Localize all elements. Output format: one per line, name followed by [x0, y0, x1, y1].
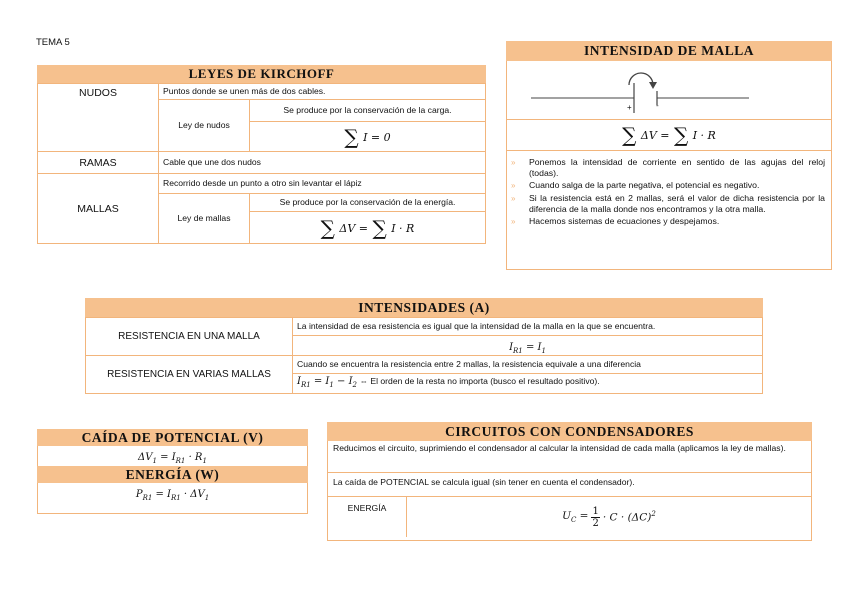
list-item: » Hacemos sistemas de ecuaciones y despejamos. — [511, 216, 720, 227]
sum-symbol: ∑ — [673, 123, 689, 147]
varias-mallas-note: ⇔ El orden de la resta no importa (busco el resultado positivo). — [359, 376, 600, 386]
energia-equation: $P_{R1} = I_{R1} \cdot \Delta V_1$ — [135, 489, 210, 502]
intensidades-section — [85, 298, 763, 394]
battery-circuit-icon — [507, 61, 831, 119]
condensadores-energia-row — [328, 497, 811, 537]
una-malla-equation: $I_{R1} = I_1$ — [293, 336, 763, 356]
arrow-bullet-icon: » — [511, 193, 516, 203]
condensadores-p2: La caída de POTENCIAL se calcula igual (sin tener en cuenta el condensador). — [328, 473, 811, 497]
nudos-conservation: Se produce por la conservación de la carga. — [250, 100, 486, 122]
intensidades-title: INTENSIDADES (A) — [85, 298, 763, 317]
kirchoff-section — [37, 65, 486, 244]
varias-mallas-equation: $I_{R1} = I_1 - I_2$ ⇔ El orden de la resta no importa (busco el resultado positivo). — [293, 374, 763, 394]
mallas-label: MALLAS — [38, 174, 159, 244]
nudos-label: NUDOS — [38, 84, 159, 152]
ley-mallas-label: Ley de mallas — [159, 194, 250, 244]
tema-label: TEMA 5 — [36, 37, 70, 48]
una-malla-desc: La intensidad de esa resistencia es igual que la intensidad de la malla en la que se encuentra. — [293, 318, 763, 336]
varias-mallas-label: RESISTENCIA EN VARIAS MALLAS — [86, 356, 293, 394]
condensadores-energia-equation: $U_C$ = $\frac{1}{2}$ · $C \cdot (\Delta C)^2$ — [562, 505, 656, 529]
energia-title: ENERGÍA (W) — [37, 466, 308, 483]
malla-title: INTENSIDAD DE MALLA — [506, 41, 832, 61]
condensadores-section — [327, 422, 812, 541]
sum-symbol: ∑ — [320, 215, 335, 240]
ramas-label: RAMAS — [38, 152, 159, 174]
caida-equation: $\Delta V_1 = I_{R1} \cdot R_1$ — [138, 452, 207, 465]
ley-nudos-label: Ley de nudos — [159, 100, 250, 152]
caida-title: CAÍDA DE POTENCIAL (V) — [37, 429, 308, 446]
malla-bullet-list — [507, 157, 825, 227]
malla-section — [506, 41, 832, 270]
arrow-bullet-icon: » — [511, 181, 516, 191]
circuit-diagram — [507, 61, 831, 120]
sum-symbol: ∑ — [372, 215, 387, 240]
plus-sign: + — [627, 103, 632, 112]
caida-energia-section — [37, 429, 308, 514]
mallas-def: Recorrido desde un punto a otro sin levantar el lápiz — [159, 174, 486, 194]
list-item: » Cuando salga de la parte negativa, el potencial es negativo. — [511, 180, 760, 191]
list-item: » Si la resistencia está en 2 mallas, será el valor de dicha resistencia por la diferencia de la malla donde nos encontramos y la otra malla. — [511, 192, 825, 214]
condensadores-title: CIRCUITOS CON CONDENSADORES — [327, 422, 812, 441]
condensadores-energia-label: ENERGÍA — [328, 497, 407, 537]
condensadores-p1: Reducimos el circuito, suprimiendo el condensador al calcular la intensidad de cada malla (aplicamos la ley de mallas). — [328, 441, 811, 473]
ramas-def: Cable que une dos nudos — [159, 152, 486, 174]
minus-sign: - — [656, 101, 659, 110]
nudos-equation: ∑ I = 0 — [250, 122, 486, 152]
sum-symbol: ∑ — [622, 123, 637, 147]
una-malla-label: RESISTENCIA EN UNA MALLA — [86, 318, 293, 356]
arrow-bullet-icon: » — [511, 158, 516, 167]
sum-symbol: ∑ — [344, 124, 359, 149]
varias-mallas-desc: Cuando se encuentra la resistencia entre 2 mallas, la resistencia equivale a una diferencia — [293, 356, 763, 374]
list-item: » Ponemos la intensidad de corriente en sentido de las agujas del reloj (todas). — [511, 157, 825, 179]
kirchoff-title: LEYES DE KIRCHOFF — [37, 65, 486, 83]
mallas-equation: ∑ ΔV = ∑ I · R — [250, 212, 486, 244]
arrow-bullet-icon: » — [511, 217, 516, 227]
malla-equation: ∑ ΔV = ∑ I · R — [507, 120, 831, 151]
nudos-def: Puntos donde se unen más de dos cables. — [159, 84, 486, 100]
mallas-conservation: Se produce por la conservación de la energía. — [250, 194, 486, 212]
